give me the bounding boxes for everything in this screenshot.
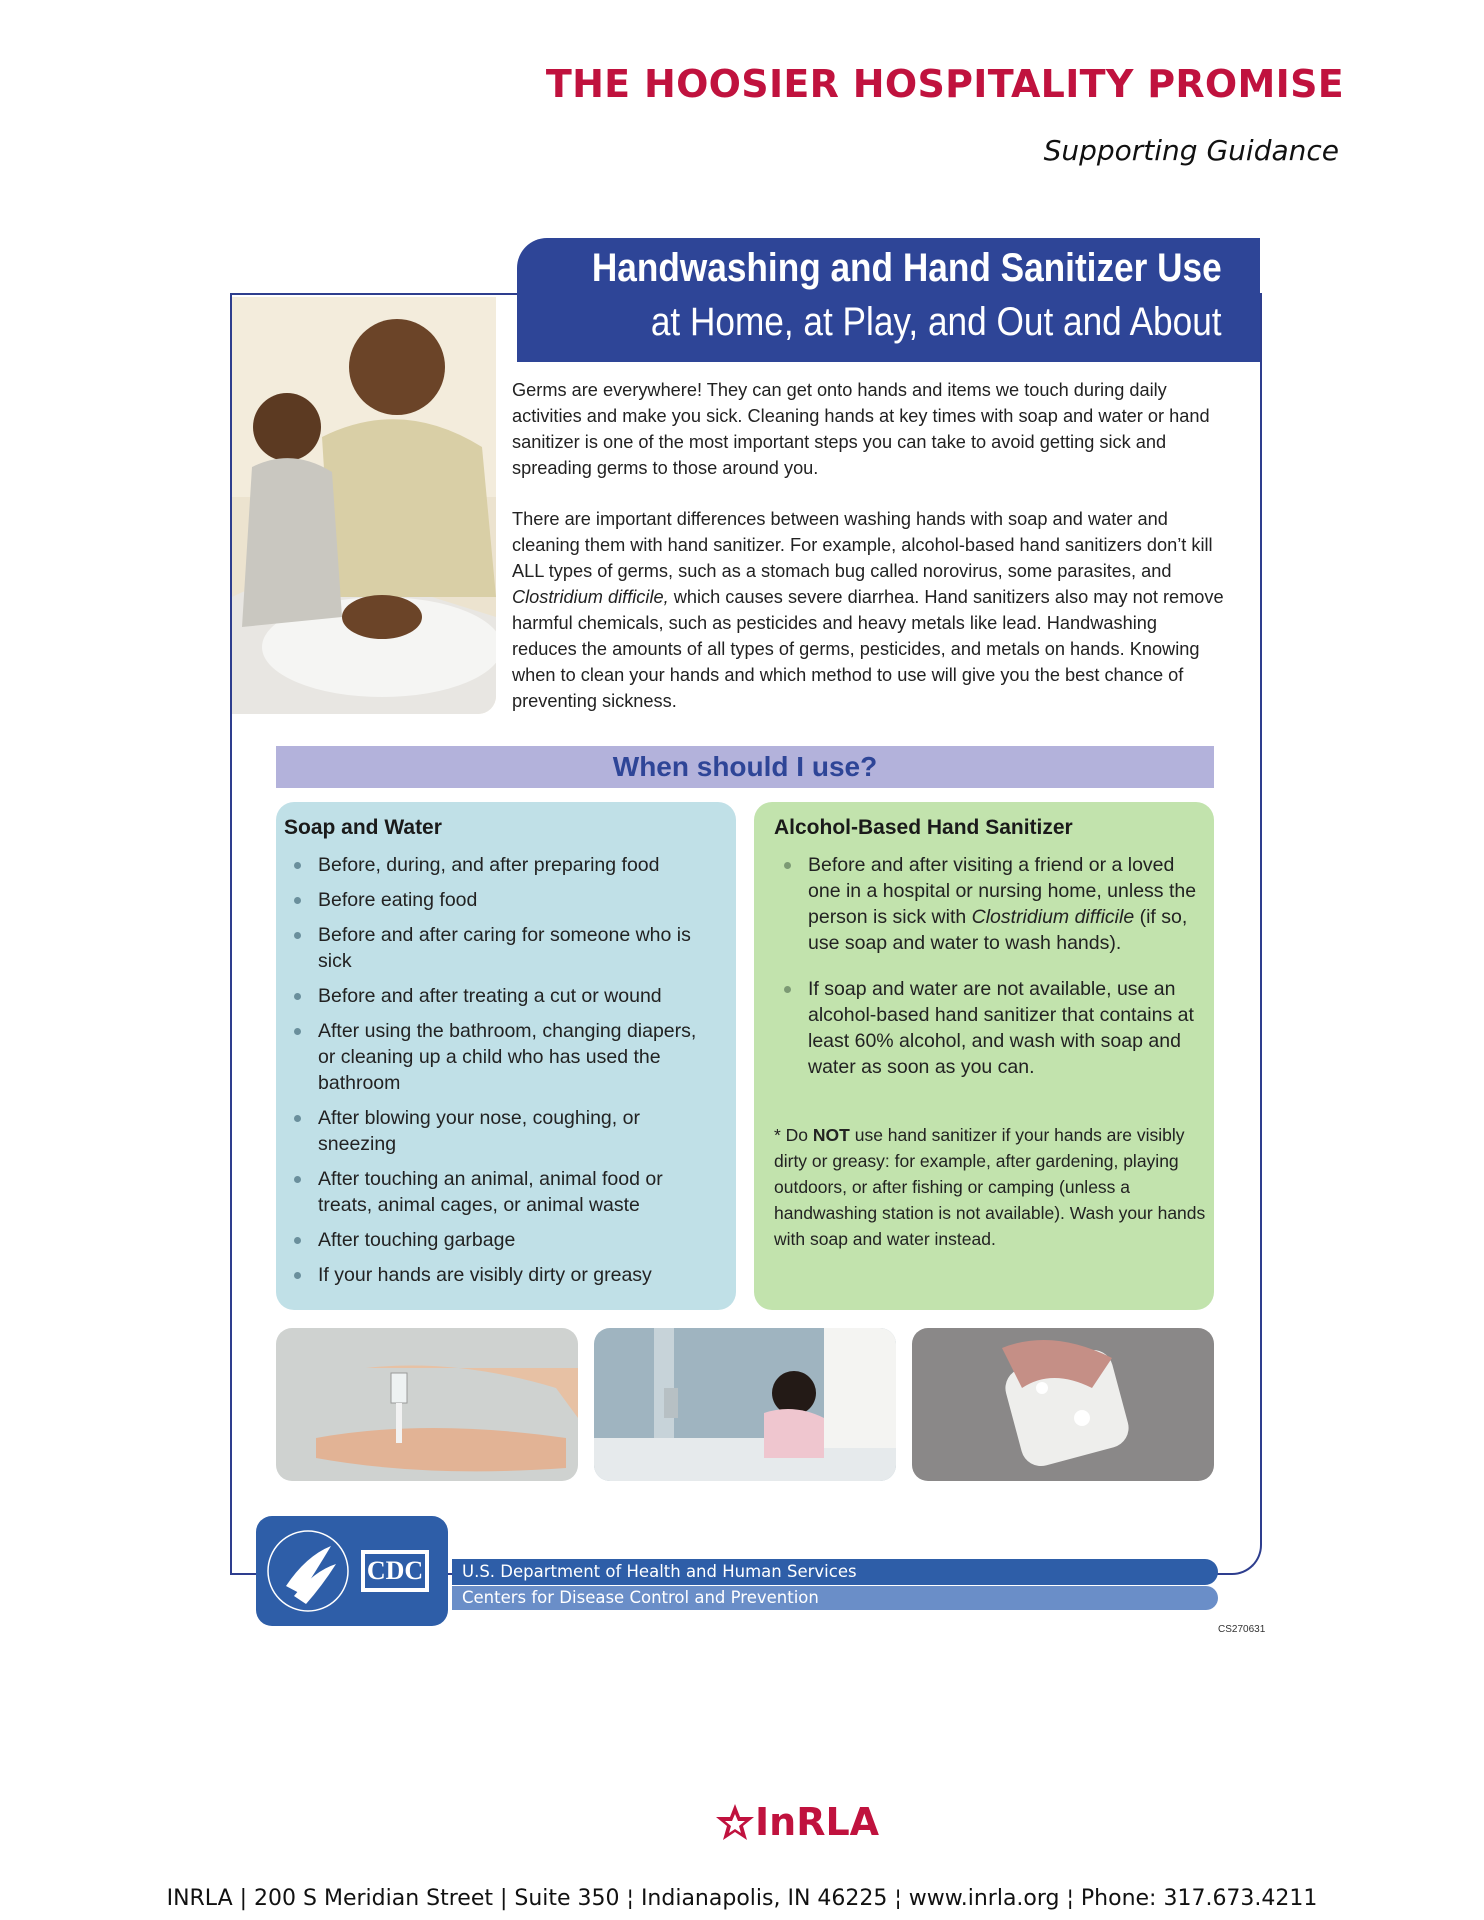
page-subtitle: Supporting Guidance: [1043, 134, 1339, 167]
list-item: After touching an animal, animal food or treats, animal cages, or animal waste: [284, 1166, 714, 1218]
list-item: Before eating food: [284, 887, 714, 913]
intro-text: [512, 377, 1224, 739]
inrla-logo: [715, 1800, 895, 1856]
sanitizer-note: * Do NOT use hand sanitizer if your hands are visibly dirty or greasy: for example, after gardening, playing outdoors, or after fishing or camping (unless a handwashing station is not available). Wash your hands with soap and water instead.: [774, 1125, 1206, 1249]
list-item: If your hands are visibly dirty or greasy: [284, 1262, 714, 1288]
list-item: Before and after visiting a friend or a loved one in a hospital or nursing home, unless the person is sick with Clostridium difficile (if so, use soap and water to wash hands).: [774, 852, 1199, 956]
footer-address: INRLA | 200 S Meridian Street | Suite 350 ¦ Indianapolis, IN 46225 ¦ www.inrla.org ¦ Phone: 317.673.4211: [166, 1886, 1318, 1911]
intro-paragraph-2: There are important differences between washing hands with soap and water and cleaning them with hand sanitizer. For example, alcohol-based hand sanitizers don’t kill ALL types of germs, such as a stomach bug called norovirus, some parasites, and Clostridium difficile, which causes severe diarrhea. Hand sanitizers also may not remove harmful chemicals, such as pesticides and heavy metals like lead. Handwashing reduces the amounts of all types of germs, pesticides, and metals on hands. Knowing when to clean your hands and which method to use will give you the best chance of preventing sickness.: [512, 509, 1224, 711]
list-item: Before and after caring for someone who is sick: [284, 922, 714, 974]
sanitizer-list: [774, 852, 1199, 1089]
hhs-strip: [452, 1559, 1218, 1585]
soap-box-title: Soap and Water: [284, 816, 442, 839]
soap-list: [284, 852, 714, 1297]
when-heading: When should I use?: [612, 751, 878, 782]
inrla-logo-text: InRLA: [755, 1800, 880, 1844]
photo-soap-dispenser: [276, 1328, 578, 1481]
list-item: Before, during, and after preparing food: [284, 852, 714, 878]
banner-title: Handwashing and Hand Sanitizer Use: [592, 246, 1222, 290]
banner-subtitle: at Home, at Play, and Out and About: [651, 300, 1222, 344]
cdc-logo-text: CDC: [366, 1556, 424, 1585]
frame-top-line: [230, 293, 520, 295]
photo-child-washing-hands: [594, 1328, 896, 1481]
list-item: Before and after treating a cut or wound: [284, 983, 714, 1009]
photo-father-child-handwashing: [232, 297, 496, 714]
list-item: If soap and water are not available, use an alcohol-based hand sanitizer that contains at least 60% alcohol, and wash with soap and water as soon as you can.: [774, 976, 1199, 1080]
photo-soap-bar-hands: [912, 1328, 1214, 1481]
intro-paragraph-1: Germs are everywhere! They can get onto hands and items we touch during daily activities and make you sick. Cleaning hands at key times with soap and water or hand sanitizer is one of the most important steps you can take to avoid getting sick and spreading germs to those around you.: [512, 380, 1210, 478]
cdc-strip: [452, 1586, 1218, 1610]
list-item: After using the bathroom, changing diapers, or cleaning up a child who has used the bathroom: [284, 1018, 714, 1096]
sanitizer-box-title: Alcohol-Based Hand Sanitizer: [774, 816, 1073, 839]
page-title: THE HOOSIER HOSPITALITY PROMISE: [545, 62, 1344, 106]
document-code: CS270631: [1218, 1624, 1266, 1635]
list-item: After touching garbage: [284, 1227, 714, 1253]
list-item: After blowing your nose, coughing, or sneezing: [284, 1105, 714, 1157]
hhs-text: U.S. Department of Health and Human Services: [462, 1562, 857, 1581]
hhs-cdc-logo: [256, 1516, 448, 1626]
cdc-text: Centers for Disease Control and Prevention: [462, 1588, 819, 1607]
soap-and-water-box: [276, 802, 736, 1310]
